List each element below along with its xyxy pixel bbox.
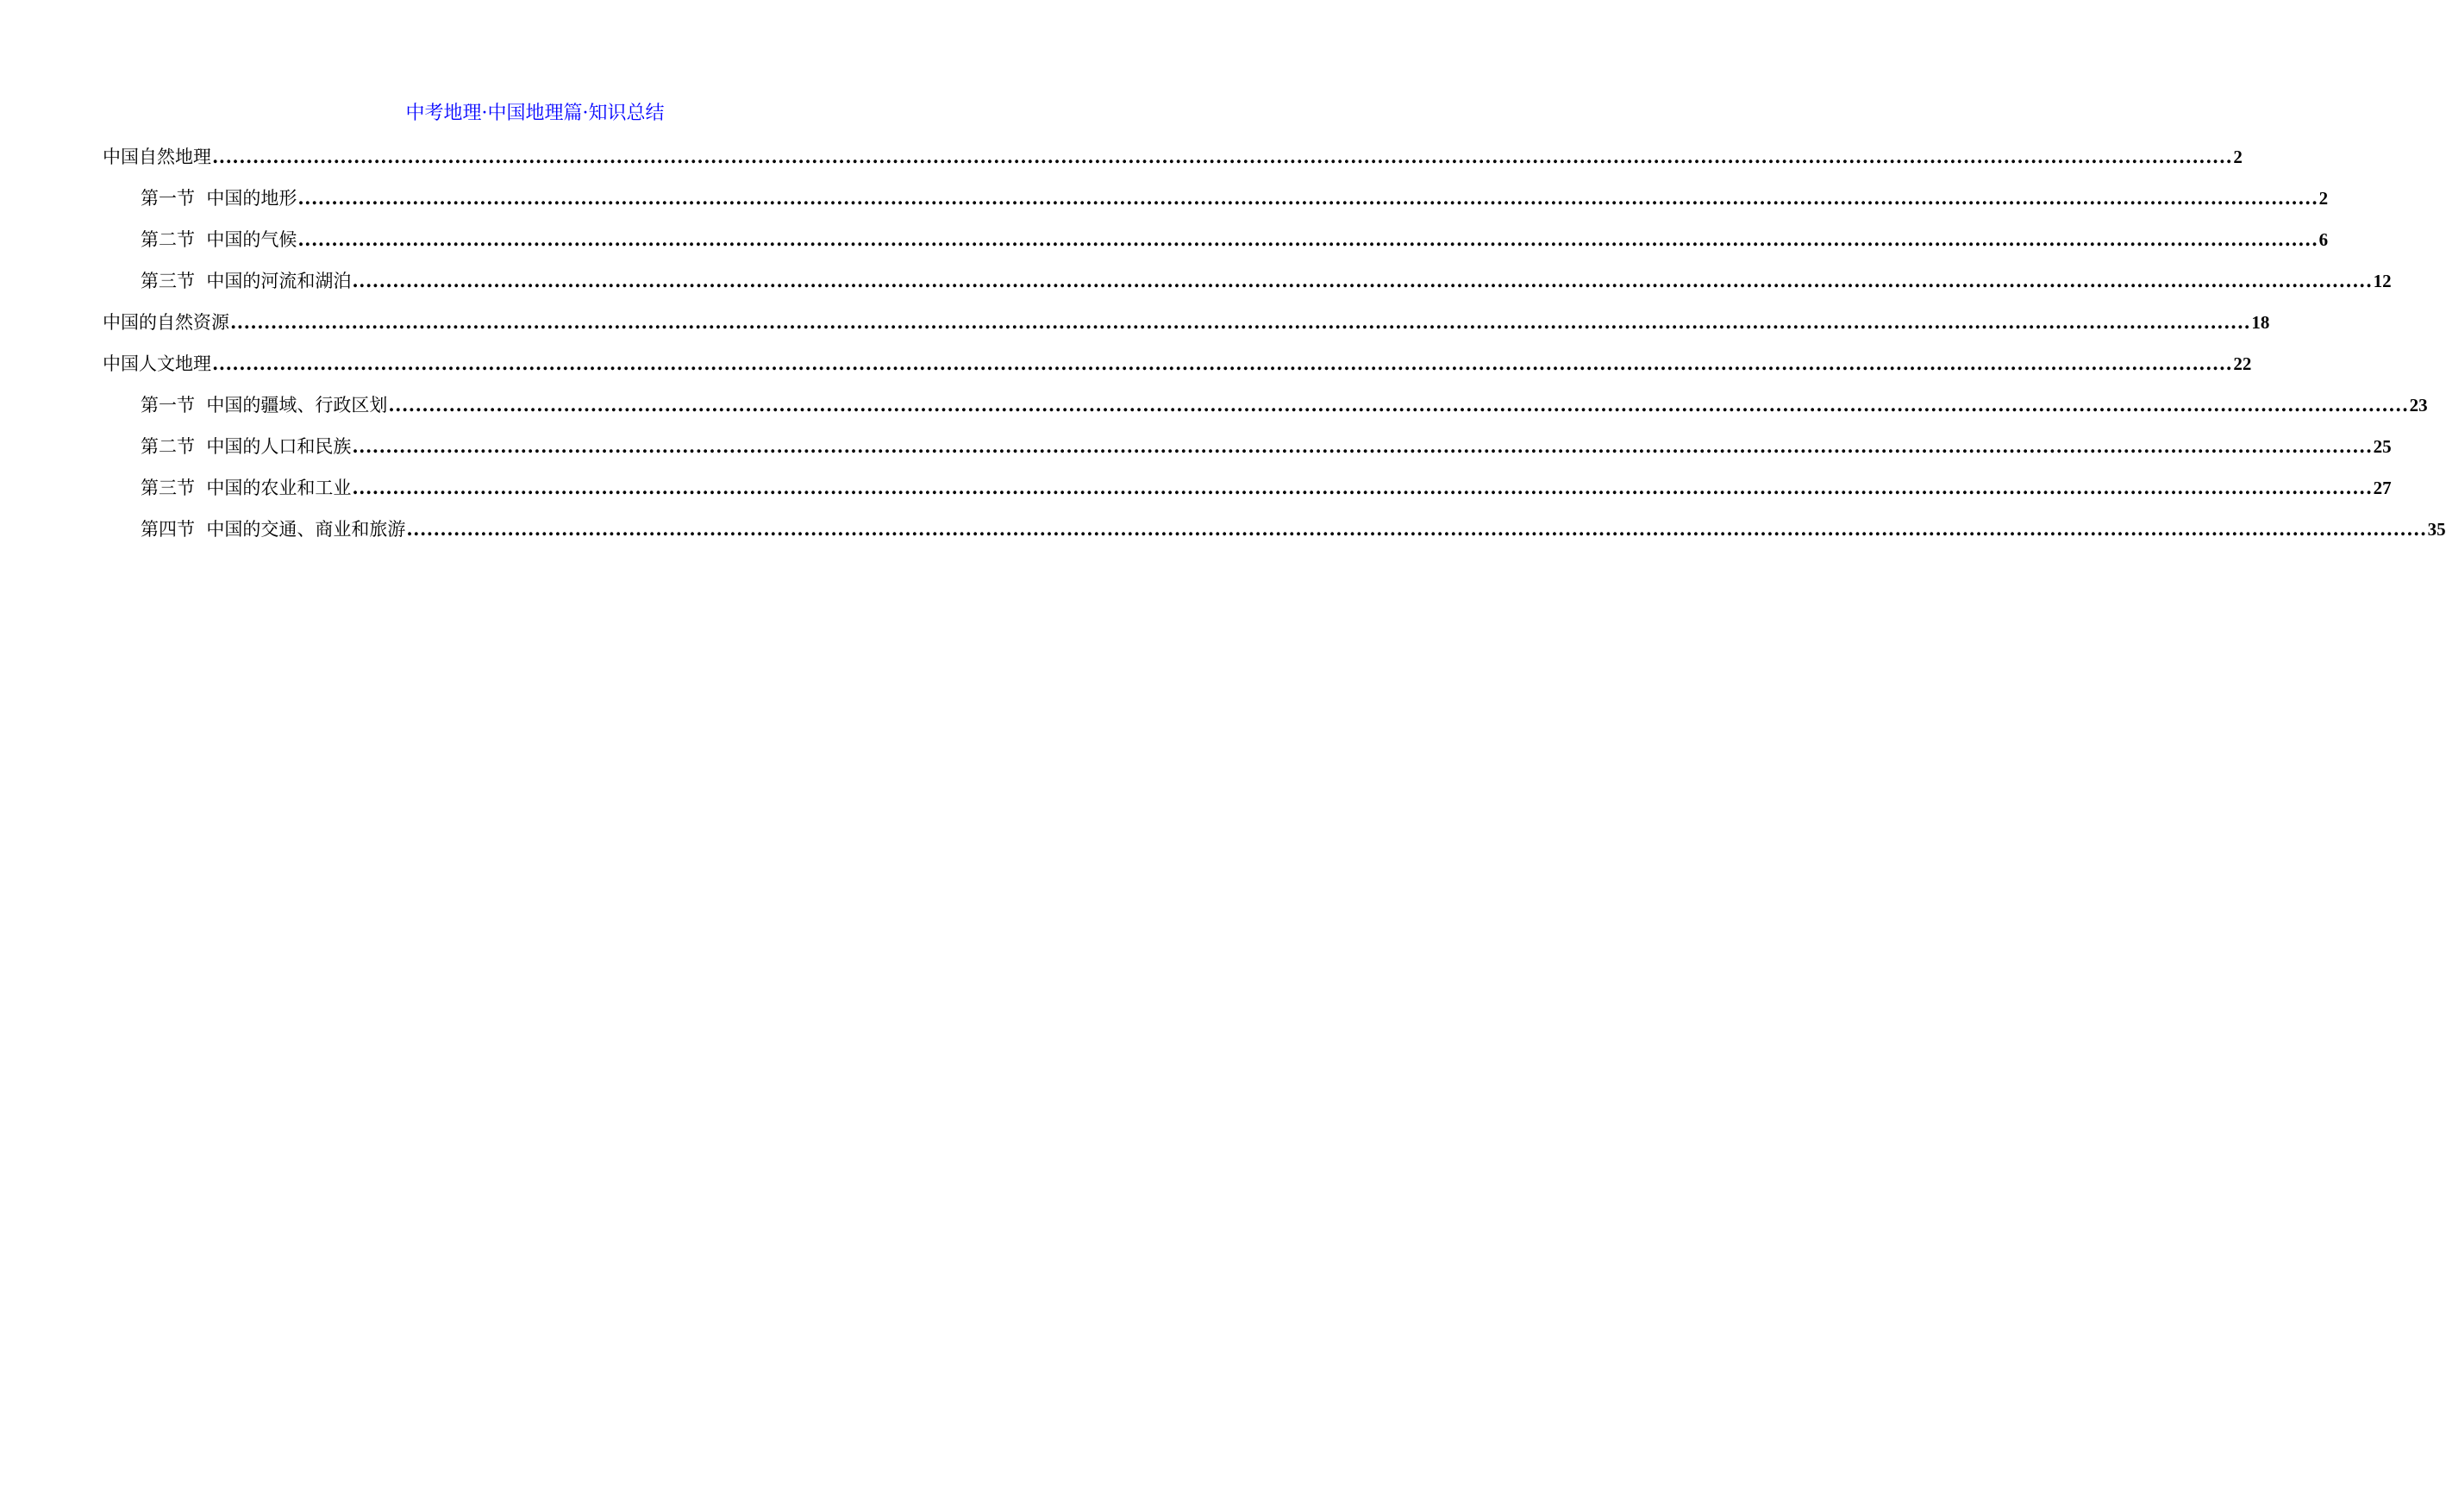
toc-dot-leader: ............................................................................................................................................................................................................................................................................................................ [212,353,2233,374]
toc-page-number: 2 [2233,147,2243,167]
toc-entry-label: 第二节 中国的人口和民族 [141,436,352,457]
toc-entry-label: 第一节 中国的地形 [141,188,297,209]
toc-dot-leader: ............................................................................................................................................................................................................................................................................................................ [352,477,2373,498]
toc-entry[interactable] [103,185,2329,227]
toc-dot-leader: ............................................................................................................................................................................................................................................................................................................ [388,394,2409,415]
toc-page-number: 18 [2251,312,2270,333]
toc-entry-label: 中国人文地理 [103,353,211,374]
toc-page-number: 2 [2318,188,2329,209]
toc-dot-leader: ............................................................................................................................................................................................................................................................................................................ [212,146,2233,167]
toc-entry[interactable] [103,516,2446,558]
toc-entry[interactable] [103,392,2428,434]
toc-page-number: 23 [2409,395,2428,415]
toc-page-number: 12 [2373,271,2392,291]
toc-dot-leader: ............................................................................................................................................................................................................................................................................................................ [297,228,2318,250]
toc-entry[interactable] [103,475,2392,516]
toc-page-number: 25 [2373,436,2392,457]
toc-entry[interactable] [103,434,2392,475]
toc-page-number: 6 [2318,229,2329,250]
toc-dot-leader: ............................................................................................................................................................................................................................................................................................................ [230,311,2251,333]
table-of-contents [103,144,2446,558]
toc-entry-label: 第一节 中国的疆域、行政区划 [141,395,388,415]
toc-entry-label: 第二节 中国的气候 [141,229,297,250]
toc-dot-leader: ............................................................................................................................................................................................................................................................................................................ [352,435,2373,457]
toc-entry[interactable] [103,268,2392,309]
toc-dot-leader: ............................................................................................................................................................................................................................................................................................................ [406,518,2427,540]
toc-entry-label: 中国的自然资源 [103,312,229,333]
toc-dot-leader: ............................................................................................................................................................................................................................................................................................................ [297,187,2318,209]
toc-entry[interactable] [103,144,2243,185]
toc-entry[interactable] [103,227,2329,268]
toc-entry-label: 中国自然地理 [103,147,211,167]
toc-page-number: 22 [2233,353,2252,374]
toc-entry-label: 第三节 中国的河流和湖泊 [141,271,352,291]
document-title: 中考地理·中国地理篇·知识总结 [405,103,665,124]
toc-entry-label: 第四节 中国的交通、商业和旅游 [141,519,406,540]
toc-page-number: 27 [2373,478,2392,498]
toc-entry-label: 第三节 中国的农业和工业 [141,478,352,498]
toc-page-number: 35 [2427,519,2446,540]
toc-dot-leader: ............................................................................................................................................................................................................................................................................................................ [352,270,2373,291]
toc-entry[interactable] [103,351,2252,392]
toc-entry[interactable] [103,309,2270,351]
